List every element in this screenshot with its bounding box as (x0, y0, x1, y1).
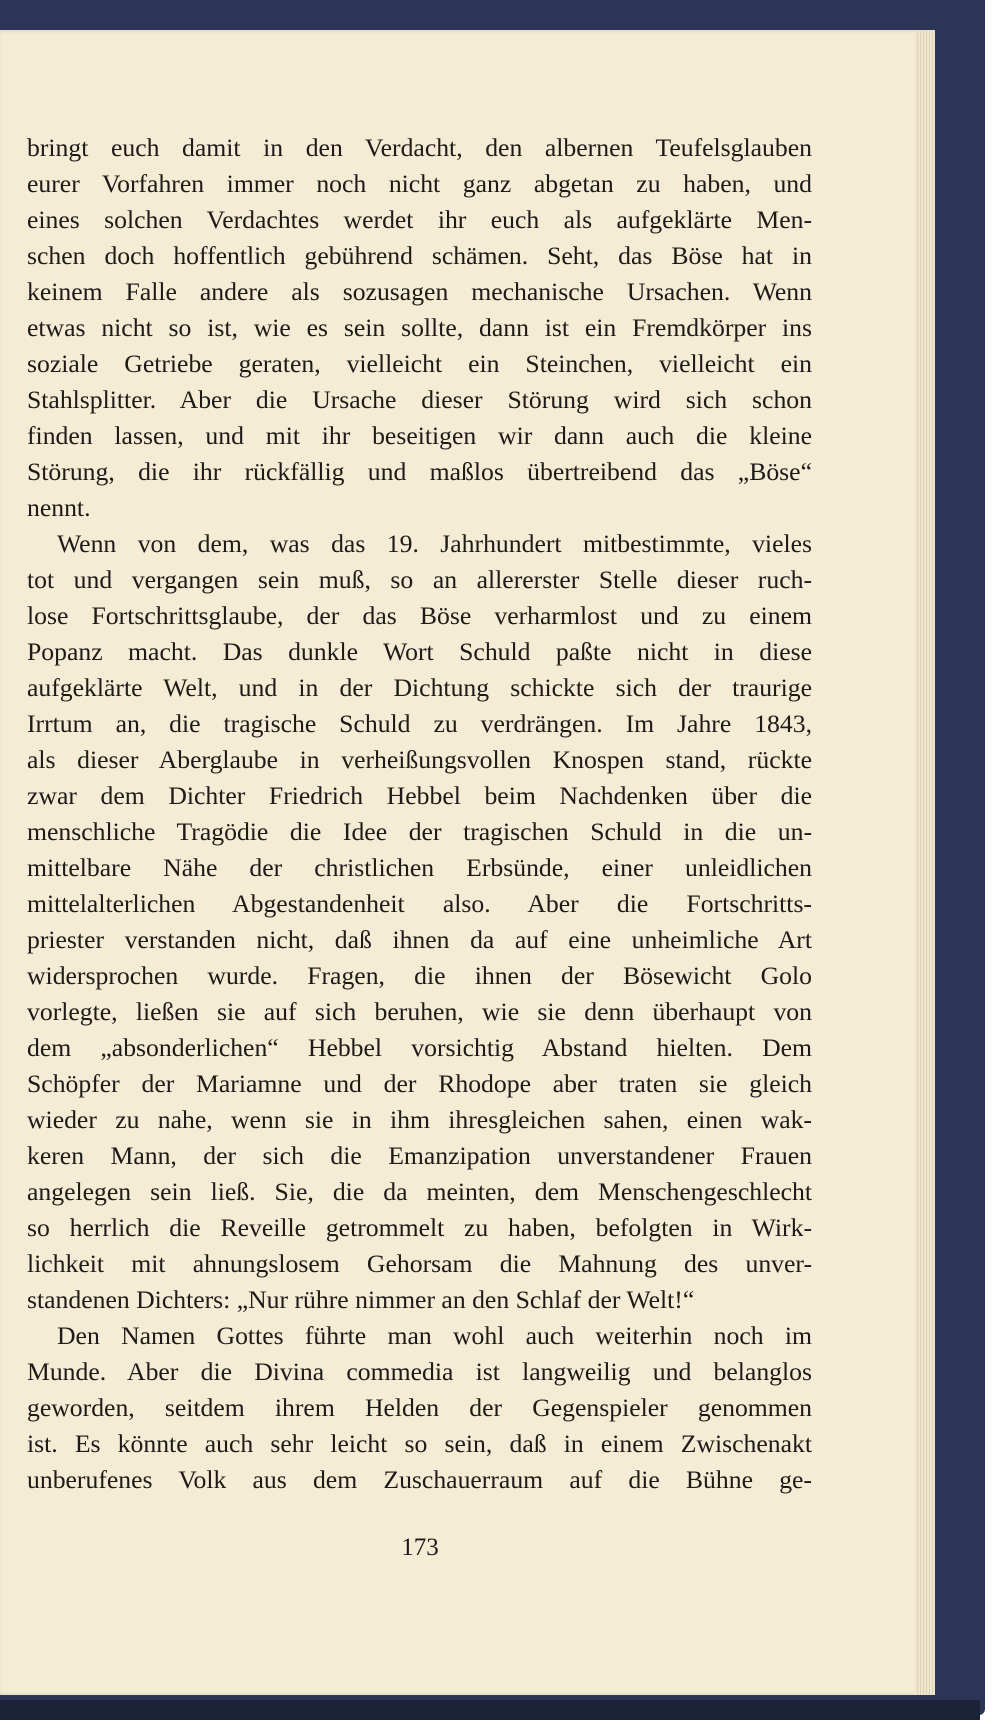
book-cover-edge (0, 1700, 980, 1720)
text-line: Wenn von dem, was das 19. Jahrhundert mitbestimmte, vieles (57, 529, 812, 558)
text-line: mittelalterlichen Abgestandenheit also. Aber die Fortschritts- (27, 889, 812, 918)
page-edges (915, 30, 935, 1695)
text-line: Irrtum an, die tragische Schuld zu verdrängen. Im Jahre 1843, (27, 709, 812, 738)
text-line: geworden, seitdem ihrem Helden der Gegenspieler genommen (27, 1393, 812, 1422)
text-line: Stahlsplitter. Aber die Ursache dieser Störung wird sich schon (27, 385, 812, 414)
text-line: lose Fortschrittsglaube, der das Böse verharmlost und zu einem (27, 601, 812, 630)
text-line: angelegen sein ließ. Sie, die da meinten, dem Menschengeschlecht (27, 1177, 812, 1206)
text-line: Schöpfer der Mariamne und der Rhodope aber traten sie gleich (27, 1069, 812, 1098)
text-line: so herrlich die Reveille getrommelt zu haben, befolgten in Wirk- (27, 1213, 812, 1242)
text-line: unberufenes Volk aus dem Zuschauerraum auf die Bühne ge- (27, 1465, 812, 1494)
text-line: dem „absonderlichen“ Hebbel vorsichtig Abstand hielten. Dem (27, 1033, 812, 1062)
page-number: 173 (401, 1534, 439, 1561)
text-line: nennt. (27, 493, 91, 522)
text-line: eines solchen Verdachtes werdet ihr euch als aufgeklärte Men- (27, 205, 812, 234)
text-line: priester verstanden nicht, daß ihnen da auf eine unheimliche Art (27, 925, 812, 954)
text-line: standenen Dichters: „Nur rühre nimmer an den Schlaf der Welt!“ (27, 1285, 695, 1314)
text-line: finden lassen, und mit ihr beseitigen wir dann auch die kleine (27, 421, 812, 450)
text-line: Popanz macht. Das dunkle Wort Schuld paßte nicht in diese (27, 637, 812, 666)
text-line: mittelbare Nähe der christlichen Erbsünde, einer unleidlichen (27, 853, 812, 882)
text-line: wieder zu nahe, wenn sie in ihm ihresgleichen sahen, einen wak- (27, 1105, 812, 1134)
text-line: keinem Falle andere als sozusagen mechanische Ursachen. Wenn (27, 277, 812, 306)
text-line: soziale Getriebe geraten, vielleicht ein Steinchen, vielleicht ein (27, 349, 812, 378)
text-line: widersprochen wurde. Fragen, die ihnen der Bösewicht Golo (27, 961, 812, 990)
text-line: etwas nicht so ist, wie es sein sollte, dann ist ein Fremdkörper ins (27, 313, 812, 342)
body-text (27, 130, 812, 1498)
text-line: keren Mann, der sich die Emanzipation unverstandener Frauen (27, 1141, 812, 1170)
text-line: als dieser Aberglaube in verheißungsvollen Knospen stand, rückte (27, 745, 812, 774)
text-line: zwar dem Dichter Friedrich Hebbel beim Nachdenken über die (27, 781, 812, 810)
text-line: Munde. Aber die Divina commedia ist langweilig und belanglos (27, 1357, 812, 1386)
text-line: ist. Es könnte auch sehr leicht so sein, daß in einem Zwischenakt (27, 1429, 812, 1458)
text-line: schen doch hoffentlich gebührend schämen. Seht, das Böse hat in (27, 241, 812, 270)
text-line: aufgeklärte Welt, und in der Dichtung schickte sich der traurige (27, 673, 812, 702)
text-line: Störung, die ihr rückfällig und maßlos übertreibend das „Böse“ (27, 457, 812, 486)
text-line: eurer Vorfahren immer noch nicht ganz abgetan zu haben, und (27, 169, 812, 198)
text-line: vorlegte, ließen sie auf sich beruhen, wie sie denn überhaupt von (27, 997, 812, 1026)
text-line: Den Namen Gottes führte man wohl auch weiterhin noch im (57, 1321, 812, 1350)
text-line: tot und vergangen sein muß, so an allererster Stelle dieser ruch- (27, 565, 812, 594)
text-line: lichkeit mit ahnungslosem Gehorsam die Mahnung des unver- (27, 1249, 812, 1278)
text-line: bringt euch damit in den Verdacht, den albernen Teufelsglauben (27, 133, 812, 162)
text-line: menschliche Tragödie die Idee der tragischen Schuld in die un- (27, 817, 812, 846)
